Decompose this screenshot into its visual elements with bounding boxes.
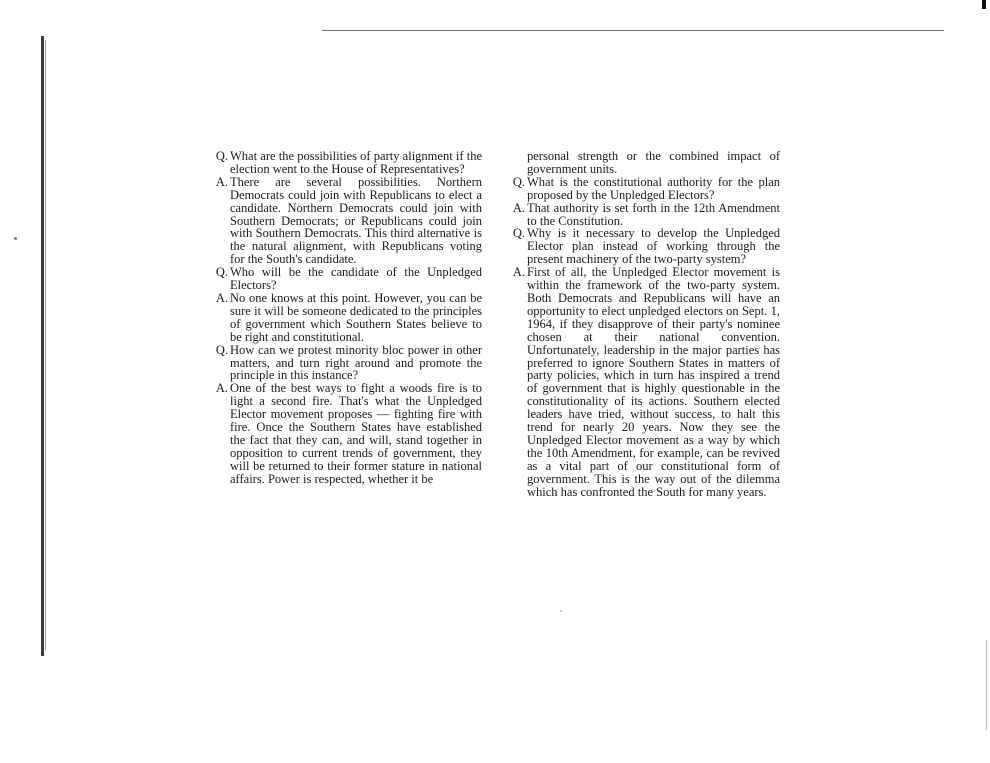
question (504, 227, 780, 266)
answer-text: No one knows at this point. However, you can be sure it will be someone dedicated to the principles of government which Southern States believe to be right and constitutional. (230, 290, 482, 344)
question-text: Why is it necessary to develop the Unpledged Elector plan instead of working through the present machinery of the two-party system? (527, 226, 780, 267)
scan-speck (560, 610, 562, 612)
top-rule (322, 30, 944, 31)
answer-text: First of all, the Unpledged Elector movement is within the framework of the two-party system. Both Democrats and Republicans will have an opportunity to elect unpledged electors on Sept. 1, 1964, if they disapprove of their party's nominee chosen at their national convention. Unfortunately, leadership in the major parties has preferred to ignore Southern States in matters of party policies, which in turn has inspired a trend of government that is highly questionable in the constitutionality of its actions. Southern elected leaders have tried, without success, to halt this trend for nearly 20 years. Now they see the Unpledged Elector movement as a way by which the 10th Amendment, for example, can be revived as a vital part of our constitutional form of government. This is the way out of the dilemma which has confronted the South for many years. (527, 265, 780, 499)
answer-text: There are several possibilities. Northern Democrats could join with Republicans to elect a candidate. Northern Democrats could join with Southern Democrats; or Republicans could join with Southern Democrats. This third alternative is the natural alignment, with Republicans voting for the South's candidate. (230, 174, 482, 267)
answer-text: That authority is set forth in the 12th Amendment to the Constitution. (527, 200, 780, 228)
a-label: A. (215, 290, 228, 305)
right-edge-shadow (986, 640, 987, 730)
q-label: Q. (215, 149, 228, 163)
corner-mark (982, 0, 986, 9)
q-label: Q. (215, 265, 228, 280)
scan-speck (14, 237, 17, 240)
binding-edge (41, 36, 44, 656)
question (207, 150, 482, 176)
q-label: Q. (512, 174, 525, 189)
question (207, 344, 482, 383)
question-text: How can we protest minority bloc power in other matters, and turn right around and promote the principle in this instance? (230, 342, 482, 383)
binding-edge-shadow (45, 40, 46, 650)
left-column (207, 150, 482, 486)
q-label: Q. (512, 226, 525, 241)
question-text: What is the constitutional authority for the plan proposed by the Unpledged Electors? (527, 174, 780, 202)
answer-continuation: personal strength or the combined impact of government units. (527, 149, 780, 176)
answer (207, 176, 482, 266)
question (207, 266, 482, 292)
a-label: A. (512, 200, 525, 215)
answer (207, 382, 482, 485)
right-column (504, 150, 780, 498)
answer-text: One of the best ways to fight a woods fire is to light a second fire. That's what the Unpledged Elector movement proposes — fighting fire with fire. Once the Southern States have established the fact that they can, and will, stand together in opposition to current trends of government, they will be returned to their former stature in national affairs. Power is respected, whether it be (230, 381, 482, 486)
question-text: What are the possibilities of party alignment if the election went to the House of Representatives? (230, 149, 482, 176)
answer (207, 292, 482, 344)
a-label: A. (215, 381, 228, 396)
a-label: A. (215, 174, 228, 189)
a-label: A. (512, 265, 525, 280)
answer (504, 266, 780, 498)
q-label: Q. (215, 342, 228, 357)
question (504, 176, 780, 202)
answer (504, 202, 780, 228)
question-text: Who will be the candidate of the Unpledged Electors? (230, 265, 482, 293)
